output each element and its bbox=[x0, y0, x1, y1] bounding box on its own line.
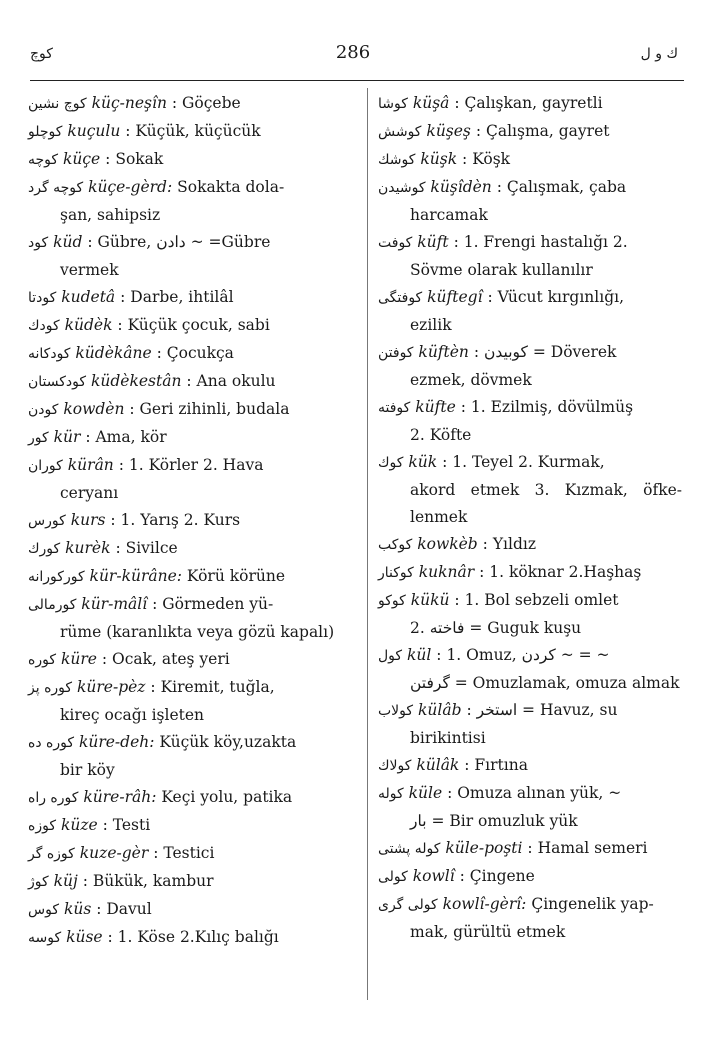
entry-arabic: كولى گرى bbox=[378, 897, 438, 913]
entry-definition: : Küçük çocuk, sabi bbox=[117, 316, 270, 334]
entry-transliteration: küre-deh: bbox=[78, 733, 155, 751]
dictionary-entry bbox=[378, 531, 682, 559]
entry-definition-continued: şan, sahipsiz bbox=[60, 206, 161, 224]
entry-definition: : Testici bbox=[153, 844, 215, 862]
dictionary-entry bbox=[378, 174, 682, 229]
entry-transliteration: kür-kürâne: bbox=[89, 567, 182, 585]
dictionary-entry bbox=[28, 174, 356, 229]
dictionary-entry bbox=[28, 452, 356, 507]
entry-transliteration: kurèk bbox=[65, 539, 111, 557]
entry-arabic: كوفتگى bbox=[378, 290, 423, 306]
entry-transliteration: küre-râh: bbox=[83, 788, 157, 806]
entry-definition: : Geri zihinli, budala bbox=[129, 400, 290, 418]
entry-arabic: كوكو bbox=[378, 593, 406, 609]
entry-definition-continued: vermek bbox=[60, 261, 119, 279]
entry-transliteration: kür bbox=[53, 428, 81, 446]
entry-definition: : 1. Köse 2.Kılıç balığı bbox=[107, 928, 279, 946]
entry-transliteration: küre bbox=[60, 650, 97, 668]
dictionary-entry bbox=[378, 284, 682, 339]
entry-transliteration: kükü bbox=[410, 591, 450, 609]
entry-definition-continued: گرفتن = Omuzlamak, omuza almak bbox=[410, 674, 680, 692]
entry-transliteration: küftèn bbox=[418, 343, 469, 361]
entry-transliteration: kowkèb bbox=[417, 535, 478, 553]
entry-transliteration: küse bbox=[66, 928, 103, 946]
entry-definition: : Davul bbox=[96, 900, 152, 918]
entry-transliteration: küdèk bbox=[64, 316, 113, 334]
entry-definition: : Fırtına bbox=[464, 756, 528, 774]
entry-transliteration: kowdèn bbox=[63, 400, 125, 418]
entry-definition: : Çingene bbox=[459, 867, 535, 885]
entry-arabic: كودن bbox=[28, 402, 59, 418]
entry-definition: : Ocak, ateş yeri bbox=[101, 650, 230, 668]
entry-transliteration: kowlî bbox=[412, 867, 455, 885]
dictionary-entry bbox=[378, 118, 682, 146]
dictionary-entry bbox=[378, 559, 682, 587]
entry-transliteration: küdèkestân bbox=[91, 372, 182, 390]
entry-definition: : Göçebe bbox=[171, 94, 241, 112]
dictionary-entry bbox=[28, 646, 356, 674]
entry-arabic: كوره ده bbox=[28, 735, 75, 751]
page-header bbox=[0, 40, 706, 80]
dictionary-entry bbox=[28, 729, 356, 784]
entry-definition: : Ana okulu bbox=[186, 372, 276, 390]
entry-definition-continued: kireç ocağı işleten bbox=[60, 706, 205, 724]
entry-definition: Küçük köy,uzakta bbox=[159, 733, 297, 751]
entry-definition-continued: 2. Köfte bbox=[410, 426, 472, 444]
entry-transliteration: kür-mâlî bbox=[81, 595, 148, 613]
dictionary-entry bbox=[28, 90, 356, 118]
entry-arabic: كوران bbox=[28, 458, 63, 474]
dictionary-entry bbox=[28, 674, 356, 729]
entry-definition-continued: ezilik bbox=[410, 316, 452, 334]
entry-arabic: كوزه گر bbox=[28, 846, 75, 862]
dictionary-entry bbox=[378, 339, 682, 394]
entry-definition: Keçi yolu, patika bbox=[161, 788, 293, 806]
entry-transliteration: kuze-gèr bbox=[79, 844, 149, 862]
entry-arabic: كودتا bbox=[28, 290, 57, 306]
entry-definition-continued: rüme (karanlıkta veya gözü kapalı) bbox=[60, 623, 335, 641]
dictionary-entry bbox=[28, 840, 356, 868]
entry-arabic: كوفته bbox=[378, 400, 411, 416]
entry-transliteration: küft bbox=[417, 233, 449, 251]
dictionary-entry bbox=[378, 863, 682, 891]
entry-transliteration: küj bbox=[53, 872, 78, 890]
entry-transliteration: kowlî-gèrî: bbox=[442, 895, 527, 913]
dictionary-entry bbox=[378, 449, 682, 531]
page-number: 286 bbox=[335, 42, 371, 63]
entry-definition: : Görmeden yü- bbox=[152, 595, 274, 613]
dictionary-entry bbox=[28, 535, 356, 563]
entry-definition: : Çalışma, gayret bbox=[475, 122, 610, 140]
entry-definition-continued: akord etmek 3. Kızmak, öfke-lenmek bbox=[410, 481, 682, 526]
entry-definition: : Omuza alınan yük, ~ bbox=[447, 784, 622, 802]
entry-definition: : 1. Ezilmiş, dövülmüş bbox=[460, 398, 634, 416]
entry-arabic: كوك bbox=[378, 455, 404, 471]
entry-definition: : 1. Yarış 2. Kurs bbox=[110, 511, 241, 529]
entry-definition: : استخر = Havuz, su bbox=[466, 701, 618, 719]
entry-transliteration: küdèkâne bbox=[75, 344, 152, 362]
entry-arabic: كورس bbox=[28, 513, 66, 529]
entry-definition: Sokakta dola- bbox=[177, 178, 285, 196]
dictionary-entry bbox=[28, 368, 356, 396]
entry-definition: : Vücut kırgınlığı, bbox=[487, 288, 624, 306]
dictionary-entry bbox=[378, 229, 682, 284]
entry-arabic: كولاك bbox=[378, 758, 412, 774]
entry-definition: : Yıldız bbox=[482, 535, 537, 553]
entry-definition: : Köşk bbox=[462, 150, 511, 168]
dictionary-entry bbox=[378, 780, 682, 835]
dictionary-entry bbox=[378, 642, 682, 697]
entry-transliteration: kürân bbox=[67, 456, 114, 474]
entry-arabic: كوسه bbox=[28, 930, 62, 946]
entry-arabic: كورمالى bbox=[28, 597, 77, 613]
dictionary-entry bbox=[28, 424, 356, 452]
entry-arabic: كود bbox=[28, 235, 49, 251]
entry-transliteration: külâk bbox=[416, 756, 460, 774]
entry-transliteration: küçe bbox=[63, 150, 101, 168]
entry-arabic: كورك bbox=[28, 541, 61, 557]
entry-definition-continued: Sövme olarak kullanılır bbox=[410, 261, 593, 279]
entry-arabic: كوفت bbox=[378, 235, 413, 251]
entry-transliteration: küşîdèn bbox=[430, 178, 492, 196]
entry-arabic: كوشا bbox=[378, 96, 408, 112]
header-right-keyword: ك و ل bbox=[640, 46, 678, 62]
dictionary-entry bbox=[378, 394, 682, 449]
entry-definition: : 1. Omuz, كردن ~ = ~ bbox=[436, 646, 610, 664]
entry-definition: : Ama, kör bbox=[85, 428, 167, 446]
entry-transliteration: küle bbox=[408, 784, 443, 802]
entry-arabic: كوشيدن bbox=[378, 180, 426, 196]
entry-transliteration: kül bbox=[407, 646, 432, 664]
entry-arabic: كودك bbox=[28, 318, 60, 334]
dictionary-entry bbox=[28, 396, 356, 424]
entry-arabic: كولاب bbox=[378, 703, 414, 719]
dictionary-entry bbox=[28, 812, 356, 840]
right-column bbox=[378, 90, 682, 946]
entry-definition-continued: بار = Bir omuzluk yük bbox=[410, 812, 578, 830]
entry-definition: : Hamal semeri bbox=[527, 839, 648, 857]
entry-arabic: كوركورانه bbox=[28, 569, 85, 585]
entry-arabic: كوچلو bbox=[28, 124, 63, 140]
entry-definition: : Çocukça bbox=[156, 344, 234, 362]
dictionary-entry bbox=[28, 507, 356, 535]
entry-arabic: كور bbox=[28, 430, 49, 446]
entry-transliteration: küle-poşti bbox=[445, 839, 523, 857]
entry-transliteration: kurs bbox=[70, 511, 106, 529]
entry-definition: Çingenelik yap- bbox=[531, 895, 654, 913]
entry-definition-continued: birikintisi bbox=[410, 729, 486, 747]
entry-transliteration: küre-pèz bbox=[77, 678, 146, 696]
entry-arabic: كودكانه bbox=[28, 346, 71, 362]
entry-transliteration: küfte bbox=[415, 398, 456, 416]
entry-definition: : Küçük, küçücük bbox=[125, 122, 261, 140]
entry-arabic: كوره راه bbox=[28, 790, 79, 806]
entry-definition: Körü körüne bbox=[186, 567, 286, 585]
dictionary-entry bbox=[28, 868, 356, 896]
entry-transliteration: küşâ bbox=[412, 94, 450, 112]
dictionary-entry bbox=[378, 752, 682, 780]
entry-transliteration: küşk bbox=[420, 150, 458, 168]
entry-definition-continued: ceryanı bbox=[60, 484, 119, 502]
header-rule bbox=[30, 80, 684, 81]
dictionary-entry bbox=[28, 229, 356, 284]
entry-definition: : Sokak bbox=[105, 150, 164, 168]
entry-arabic: كوله پشتى bbox=[378, 841, 441, 857]
entry-transliteration: küç-neşîn bbox=[91, 94, 167, 112]
entry-transliteration: külâb bbox=[418, 701, 462, 719]
entry-definition: : 1. Frengi hastalığı 2. bbox=[453, 233, 628, 251]
entry-transliteration: kük bbox=[408, 453, 438, 471]
entry-arabic: كودكستان bbox=[28, 374, 87, 390]
entry-definition: : Testi bbox=[102, 816, 151, 834]
entry-definition-continued: harcamak bbox=[410, 206, 488, 224]
entry-definition-continued: 2. فاخته = Guguk kuşu bbox=[410, 619, 582, 637]
dictionary-entry bbox=[28, 563, 356, 591]
dictionary-entry bbox=[378, 587, 682, 642]
entry-transliteration: küçe-gèrd: bbox=[88, 178, 173, 196]
dictionary-entry bbox=[28, 784, 356, 812]
entry-definition: : Çalışmak, çaba bbox=[496, 178, 627, 196]
dictionary-entry bbox=[378, 891, 682, 946]
dictionary-entry bbox=[378, 146, 682, 174]
left-column bbox=[28, 90, 356, 952]
entry-arabic: كوشك bbox=[378, 152, 416, 168]
dictionary-entry bbox=[28, 591, 356, 646]
entry-arabic: كوره bbox=[28, 652, 56, 668]
dictionary-entry bbox=[378, 90, 682, 118]
column-divider bbox=[367, 88, 368, 1000]
entry-definition: : Darbe, ihtilâl bbox=[120, 288, 234, 306]
header-left-keyword: كوچ bbox=[30, 46, 53, 62]
entry-definition: : Bükük, kambur bbox=[82, 872, 214, 890]
dictionary-entry bbox=[28, 284, 356, 312]
entry-arabic: كوچ نشين bbox=[28, 96, 87, 112]
entry-definition: : Gübre, دادن ~ =Gübre bbox=[87, 233, 271, 251]
entry-arabic: كوفتن bbox=[378, 345, 414, 361]
entry-transliteration: kuçulu bbox=[67, 122, 121, 140]
dictionary-entry bbox=[378, 697, 682, 752]
entry-definition: : 1. Teyel 2. Kurmak, bbox=[442, 453, 605, 471]
entry-definition: : Kiremit, tuğla, bbox=[150, 678, 275, 696]
entry-transliteration: küs bbox=[63, 900, 92, 918]
entry-arabic: كوس bbox=[28, 902, 59, 918]
entry-arabic: كولى bbox=[378, 869, 408, 885]
entry-definition: : 1. Körler 2. Hava bbox=[118, 456, 264, 474]
entry-transliteration: kuknâr bbox=[418, 563, 475, 581]
entry-arabic: كول bbox=[378, 648, 403, 664]
entry-definition: : 1. köknar 2.Haşhaş bbox=[479, 563, 642, 581]
entry-transliteration: küşeş bbox=[426, 122, 471, 140]
entry-definition: : Sivilce bbox=[115, 539, 178, 557]
entry-definition-continued: ezmek, dövmek bbox=[410, 371, 532, 389]
entry-definition: : Çalışkan, gayretli bbox=[454, 94, 603, 112]
dictionary-entry bbox=[28, 312, 356, 340]
entry-arabic: كوشش bbox=[378, 124, 422, 140]
entry-definition-continued: bir köy bbox=[60, 761, 115, 779]
entry-arabic: كوره پز bbox=[28, 680, 73, 696]
entry-transliteration: küftegî bbox=[427, 288, 483, 306]
dictionary-entry bbox=[378, 835, 682, 863]
entry-arabic: كوچه bbox=[28, 152, 59, 168]
entry-transliteration: kudetâ bbox=[61, 288, 116, 306]
dictionary-entry bbox=[28, 146, 356, 174]
dictionary-entry bbox=[28, 896, 356, 924]
entry-arabic: كوله bbox=[378, 786, 404, 802]
entry-definition: : كوبيدن = Döverek bbox=[473, 343, 617, 361]
dictionary-entry bbox=[28, 340, 356, 368]
entry-definition-continued: mak, gürültü etmek bbox=[410, 923, 566, 941]
entry-arabic: كوكب bbox=[378, 537, 413, 553]
entry-definition: : 1. Bol sebzeli omlet bbox=[454, 591, 619, 609]
entry-arabic: كوچه گرد bbox=[28, 180, 84, 196]
entry-transliteration: küd bbox=[53, 233, 83, 251]
dictionary-entry bbox=[28, 924, 356, 952]
entry-arabic: كوژ bbox=[28, 874, 49, 890]
entry-arabic: كوزه bbox=[28, 818, 56, 834]
entry-transliteration: küze bbox=[60, 816, 98, 834]
dictionary-entry bbox=[28, 118, 356, 146]
entry-arabic: كوكنار bbox=[378, 565, 414, 581]
